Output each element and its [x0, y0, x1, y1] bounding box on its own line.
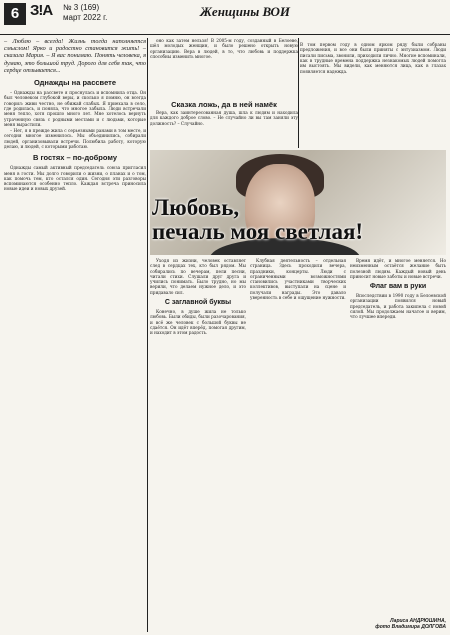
photographer-name: фото Владимира ДОЛГОВА — [375, 624, 446, 630]
section-rubric: Женщины ВОИ — [200, 4, 291, 19]
article-column-3 — [150, 258, 246, 632]
paragraph: В том первом году в одном ярком ряду были собраны предложения, и все они были приняты с энтузиазмом. Люди писали письма, звонили, приходили лично. Многие вспоминали, как в трудные времена поддержка незнакомых людей помогла им выстоять. Мы видели, как меняются лица, как в глазах появляется надежда. — [300, 42, 446, 74]
article-headline — [152, 196, 363, 244]
paragraph: – Нет, я в прежде жила с серьезными ранами в том месте, и сегодня многое изменилось. Мы объединились, собирали людей, организовывали встречи. Полюбила работу, которую делаю, и людей, с которыми работаю. — [4, 128, 146, 149]
column-divider — [298, 38, 299, 148]
paragraph: Конечно, в душе жила не только любовь. Были обиды, были разочарования, и всё же человек с большой буквы не сдаётся. Он идёт вперёд, помогая другим, и находит в этом радость. — [150, 309, 246, 336]
author-name: Лариса АНДРЮШИНА, — [390, 618, 446, 624]
subheading-guests: В гостях – по-доброму — [32, 153, 117, 163]
issue-number: № 3 (169) — [63, 3, 100, 12]
newspaper-logo: З!А — [30, 2, 53, 19]
page-header — [0, 0, 450, 35]
subheading-dawn: Однажды на рассвете — [34, 78, 116, 88]
paragraph: Вера, как заинтересованная душа, шла к людям и находила для каждого доброе слово. – Не случайно ли вы там заняли эту должность? – Случайно. — [150, 110, 298, 126]
paragraph: оно как затем нельзя! В 2005-м году, созданный в Белоеве, шёл молодых женщин, и было решено открыть новую организацию. Вера в людей, в то, что любовь и поддержка способны изменить многое. — [150, 38, 298, 59]
column-divider — [147, 38, 148, 632]
article-column-4 — [250, 258, 346, 632]
issue-info — [63, 3, 107, 23]
article-column-2b — [150, 110, 298, 150]
article-column-1 — [4, 38, 146, 632]
article-column-5 — [350, 258, 446, 632]
page-number: 6 — [4, 3, 26, 25]
paragraph: Клубная деятельность – отдельная страница. Здесь проходили вечера, праздники, концерты. Люди с ограниченными возможностями становились участниками творческих коллективов, выступали на сцене и получали награды. Это давало уверенность в себе и ощущение нужности. — [250, 258, 346, 301]
subheading-fairytale: Сказка ложь, да в ней намёк — [171, 100, 277, 109]
paragraph: Уходя из жизни, человек оставляет след в сердцах тех, кто был рядом. Мы собирались по вечерам, пели песни, читали стихи. Слушали друг друга и учились понимать. Было трудно, но мы верили, что делаем нужное дело, и это придавало сил. — [150, 258, 246, 295]
article-intro: – Люблю – всегда! Жизнь тогда наполняется смыслом! Ярко и радостно становится жить! – сказала Мария. – Я вас понимаю. Понять человека, я думаю, это большой труд. Дорого для себя так, что сердце отзывается... — [4, 38, 146, 74]
article-column-right-top — [300, 38, 446, 148]
paragraph: Однажды самый активный председатель союза пригласил меня в гости. Мы долго говорили о жизни, о планах и о том, как помочь тем, кто остался один. Сегодня эти разговоры вспоминаются особенно тепло. Каждая встреча приносила новые идеи и новых друзей. — [4, 165, 146, 192]
issue-date: март 2022 г. — [63, 13, 108, 22]
paragraph: Время идёт, и многое меняется. Но неизменным остаётся желание быть полезной людям. Каждый новый день приносит новые заботы и новые встречи. — [350, 258, 446, 279]
paragraph: Впоследствии в 1990 году в Белоевской организации появился новый председатель, и работа закипела с новой силой. Мы продолжаем начатое и верим, что лучшее впереди. — [350, 293, 446, 320]
headline-line-2: печаль моя светлая! — [152, 219, 364, 244]
subheading-flag: Флаг вам в руки — [369, 283, 427, 291]
subheading-capital-letter: С заглавной буквы — [164, 299, 232, 307]
headline-line-1: Любовь, — [152, 195, 240, 220]
paragraph: – Однажды на рассвете я проснулась и вспомнила отца. Он был человеком глубокой веры, и сколько я помню, он всегда говорил: живи честно, не обижай слабых. Я приехала в село, где родилась, и поняла, что многое забыла. Люди встречали меня тепло, хотя прошло много лет. Мне хотелось вернуть утраченную связь с родными местами и с людьми, которые меня вырастили. — [4, 90, 146, 127]
article-signature — [350, 618, 446, 630]
